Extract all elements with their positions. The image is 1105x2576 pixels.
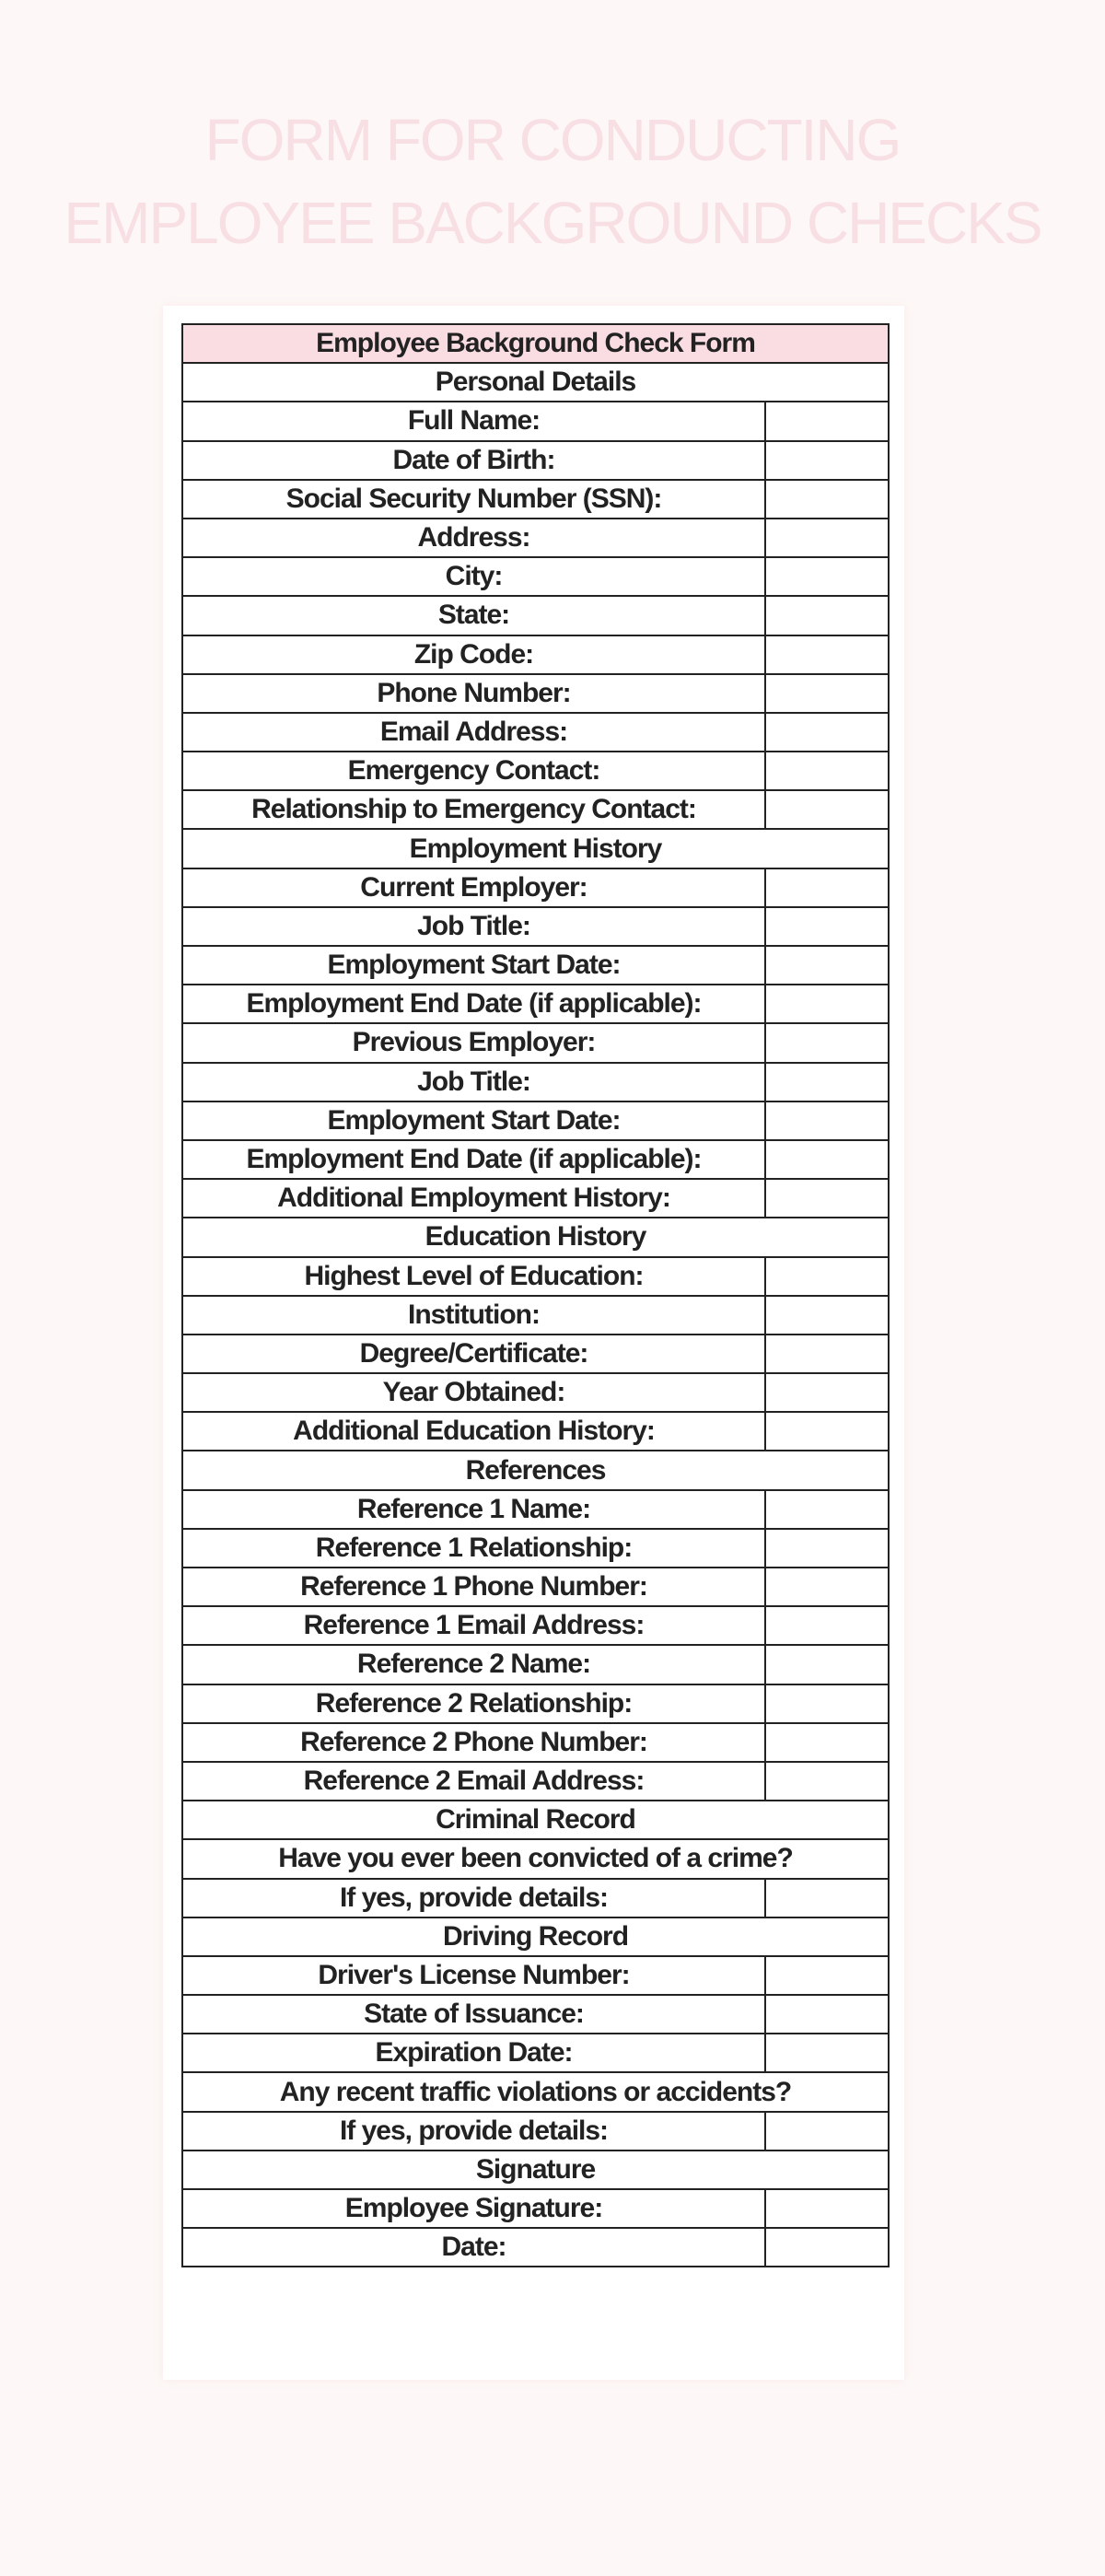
field-row: [182, 1102, 889, 1140]
field-row: [182, 2189, 889, 2228]
field-row: [182, 1879, 889, 1917]
field-row: [182, 635, 889, 674]
field-value-cell[interactable]: [765, 480, 889, 519]
field-label: State of Issuance:: [182, 1995, 765, 2034]
section-heading: Have you ever been convicted of a crime?: [182, 1839, 889, 1878]
field-label: Date of Birth:: [182, 441, 765, 480]
field-row: [182, 907, 889, 946]
field-label: Previous Employer:: [182, 1023, 765, 1062]
section-heading: Driving Record: [182, 1917, 889, 1956]
field-value-cell[interactable]: [765, 907, 889, 946]
field-value-cell[interactable]: [765, 1296, 889, 1335]
section-row: [182, 829, 889, 868]
field-value-cell[interactable]: [765, 1063, 889, 1102]
field-row: [182, 1490, 889, 1529]
page-title-line-1: FORM FOR CONDUCTING: [204, 107, 901, 173]
field-value-cell[interactable]: [765, 1723, 889, 1762]
field-label: If yes, provide details:: [182, 1879, 765, 1917]
field-value-cell[interactable]: [765, 519, 889, 557]
field-label: Full Name:: [182, 402, 765, 440]
field-row: [182, 1995, 889, 2034]
field-row: [182, 596, 889, 635]
field-row: [182, 946, 889, 985]
section-heading: Signature: [182, 2151, 889, 2189]
field-value-cell[interactable]: [765, 868, 889, 907]
field-label: Additional Education History:: [182, 1412, 765, 1451]
field-value-cell[interactable]: [765, 946, 889, 985]
page-title-line-2: EMPLOYEE BACKGROUND CHECKS: [64, 190, 1041, 256]
field-row: [182, 985, 889, 1023]
field-value-cell[interactable]: [765, 985, 889, 1023]
field-label: If yes, provide details:: [182, 2112, 765, 2151]
field-label: Date:: [182, 2228, 765, 2267]
field-row: [182, 2034, 889, 2072]
field-value-cell[interactable]: [765, 635, 889, 674]
section-heading: Education History: [182, 1218, 889, 1256]
field-row: [182, 1956, 889, 1995]
field-row: [182, 1529, 889, 1568]
field-value-cell[interactable]: [765, 1179, 889, 1218]
field-label: Driver's License Number:: [182, 1956, 765, 1995]
field-label: Employment End Date (if applicable):: [182, 1140, 765, 1179]
field-value-cell[interactable]: [765, 1606, 889, 1645]
field-row: [182, 2228, 889, 2267]
section-row: [182, 2151, 889, 2189]
field-label: Reference 1 Email Address:: [182, 1606, 765, 1645]
background-check-form-table: [181, 323, 890, 2267]
field-row: [182, 1296, 889, 1335]
form-header-row: [182, 324, 889, 363]
section-row: [182, 2072, 889, 2111]
field-value-cell[interactable]: [765, 596, 889, 635]
field-row: [182, 752, 889, 790]
field-value-cell[interactable]: [765, 2189, 889, 2228]
field-value-cell[interactable]: [765, 1762, 889, 1801]
field-value-cell[interactable]: [765, 1102, 889, 1140]
field-row: [182, 1684, 889, 1723]
field-row: [182, 674, 889, 713]
field-value-cell[interactable]: [765, 1645, 889, 1684]
field-row: [182, 1257, 889, 1296]
field-label: Institution:: [182, 1296, 765, 1335]
field-value-cell[interactable]: [765, 557, 889, 596]
field-row: [182, 402, 889, 440]
field-row: [182, 441, 889, 480]
field-value-cell[interactable]: [765, 1568, 889, 1606]
section-heading: Criminal Record: [182, 1801, 889, 1839]
field-label: Job Title:: [182, 1063, 765, 1102]
field-label: Job Title:: [182, 907, 765, 946]
section-heading: Personal Details: [182, 363, 889, 402]
field-label: Highest Level of Education:: [182, 1257, 765, 1296]
field-value-cell[interactable]: [765, 402, 889, 440]
field-value-cell[interactable]: [765, 1373, 889, 1412]
field-label: City:: [182, 557, 765, 596]
field-label: Email Address:: [182, 713, 765, 752]
field-label: State:: [182, 596, 765, 635]
section-heading: References: [182, 1451, 889, 1489]
section-row: [182, 1839, 889, 1878]
section-heading: Any recent traffic violations or accidents?: [182, 2072, 889, 2111]
field-label: Current Employer:: [182, 868, 765, 907]
field-label: Employment End Date (if applicable):: [182, 985, 765, 1023]
field-value-cell[interactable]: [765, 1257, 889, 1296]
field-label: Expiration Date:: [182, 2034, 765, 2072]
field-label: Reference 2 Email Address:: [182, 1762, 765, 1801]
field-row: [182, 1568, 889, 1606]
field-row: [182, 1723, 889, 1762]
field-value-cell[interactable]: [765, 2034, 889, 2072]
field-row: [182, 519, 889, 557]
field-value-cell[interactable]: [765, 1529, 889, 1568]
section-row: [182, 1801, 889, 1839]
field-label: Reference 2 Relationship:: [182, 1684, 765, 1723]
field-row: [182, 713, 889, 752]
field-label: Reference 2 Name:: [182, 1645, 765, 1684]
field-value-cell[interactable]: [765, 674, 889, 713]
field-label: Additional Employment History:: [182, 1179, 765, 1218]
field-label: Employee Signature:: [182, 2189, 765, 2228]
field-row: [182, 1373, 889, 1412]
field-value-cell[interactable]: [765, 1412, 889, 1451]
field-value-cell[interactable]: [765, 752, 889, 790]
section-row: [182, 363, 889, 402]
section-heading: Employment History: [182, 829, 889, 868]
field-row: [182, 790, 889, 829]
field-value-cell[interactable]: [765, 1490, 889, 1529]
form-title: Employee Background Check Form: [182, 324, 889, 363]
field-row: [182, 1606, 889, 1645]
section-row: [182, 1451, 889, 1489]
field-row: [182, 2112, 889, 2151]
field-value-cell[interactable]: [765, 1684, 889, 1723]
field-row: [182, 1179, 889, 1218]
field-label: Emergency Contact:: [182, 752, 765, 790]
field-label: Employment Start Date:: [182, 946, 765, 985]
field-row: [182, 1063, 889, 1102]
field-value-cell[interactable]: [765, 713, 889, 752]
field-label: Address:: [182, 519, 765, 557]
field-value-cell[interactable]: [765, 441, 889, 480]
field-value-cell[interactable]: [765, 1879, 889, 1917]
field-row: [182, 480, 889, 519]
field-label: Reference 1 Relationship:: [182, 1529, 765, 1568]
field-value-cell[interactable]: [765, 790, 889, 829]
field-row: [182, 1762, 889, 1801]
field-value-cell[interactable]: [765, 1956, 889, 1995]
field-label: Reference 1 Phone Number:: [182, 1568, 765, 1606]
field-row: [182, 1023, 889, 1062]
field-label: Relationship to Emergency Contact:: [182, 790, 765, 829]
field-label: Employment Start Date:: [182, 1102, 765, 1140]
section-row: [182, 1218, 889, 1256]
field-label: Zip Code:: [182, 635, 765, 674]
field-value-cell[interactable]: [765, 2112, 889, 2151]
field-label: Phone Number:: [182, 674, 765, 713]
field-value-cell[interactable]: [765, 1335, 889, 1373]
field-row: [182, 1645, 889, 1684]
field-label: Degree/Certificate:: [182, 1335, 765, 1373]
field-value-cell[interactable]: [765, 2228, 889, 2267]
field-row: [182, 868, 889, 907]
field-label: Reference 2 Phone Number:: [182, 1723, 765, 1762]
field-label: Social Security Number (SSN):: [182, 480, 765, 519]
field-label: Year Obtained:: [182, 1373, 765, 1412]
field-value-cell[interactable]: [765, 1995, 889, 2034]
section-row: [182, 1917, 889, 1956]
field-row: [182, 557, 889, 596]
field-row: [182, 1140, 889, 1179]
field-row: [182, 1335, 889, 1373]
field-value-cell[interactable]: [765, 1140, 889, 1179]
field-row: [182, 1412, 889, 1451]
field-label: Reference 1 Name:: [182, 1490, 765, 1529]
field-value-cell[interactable]: [765, 1023, 889, 1062]
